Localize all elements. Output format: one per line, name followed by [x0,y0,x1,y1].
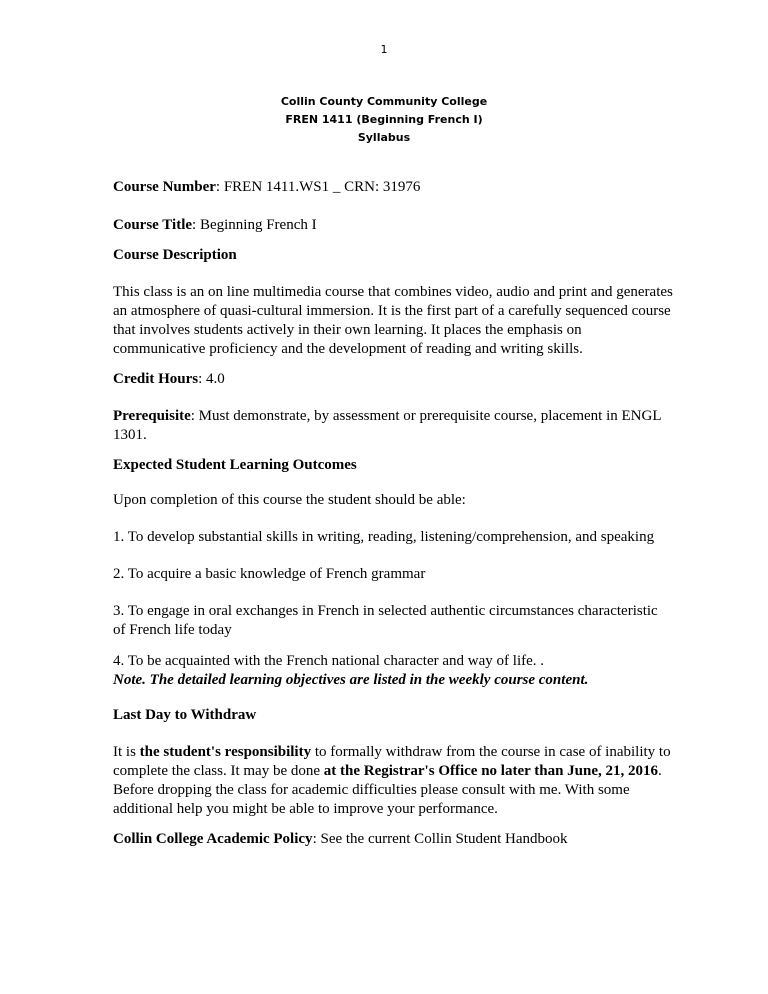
credit-hours [113,370,673,389]
responsibility-emphasis: the student's responsibility [139,744,312,760]
credit-hours-label: Credit Hours [113,371,199,387]
withdraw-text: It is the student's responsibility to formally withdraw from the course in case of inability to complete the class. It may be done at the Registrar's Office no later than June, 21, 2016. Before dropping the class for academic difficulties please consult with me. With some additional help you might be able to improve your performance. [113,744,671,817]
outcomes-intro: Upon completion of this course the student should be able: [113,492,466,508]
academic-policy [113,830,673,849]
page-number: 1 [380,43,388,56]
course-number-label: Course Number [113,179,216,195]
course-title [113,216,673,235]
course-title-value: : Beginning French I [192,217,317,233]
academic-policy-label: Collin College Academic Policy [113,831,313,847]
prerequisite [113,407,673,445]
course-description-heading: Course Description [113,247,237,263]
course-title-label: Course Title [113,217,193,233]
course-number-value: : FREN 1411.WS1 _ CRN: 31976 [215,179,421,195]
course-number [113,178,673,197]
document-type: Syllabus [357,131,411,144]
deadline-emphasis: at the Registrar's Office no later than June, 21, 2016 [323,763,659,779]
prerequisite-value: : Must demonstrate, by assessment or prerequisite course, placement in ENGL 1301. [113,408,661,443]
outcomes-note: Note. The detailed learning objectives are listed in the weekly course content. [113,672,589,688]
outcome-item: 4. To be acquainted with the French national character and way of life. . [113,653,545,669]
credit-hours-value: : 4.0 [198,371,225,387]
college-name: Collin County Community College [280,95,488,108]
prerequisite-label: Prerequisite [113,408,191,424]
document-header [0,93,768,147]
outcomes-heading: Expected Student Learning Outcomes [113,457,357,473]
outcome-item: 2. To acquire a basic knowledge of French grammar [113,566,426,582]
course-code-title: FREN 1411 (Beginning French I) [285,113,483,126]
course-description-text: This class is an on line multimedia course that combines video, audio and print and generates an atmosphere of quasi-cultural immersion. It is the first part of a carefully sequenced course that involves students actively in their own learning. It places the emphasis on communicative proficiency and the development of reading and writing skills. [113,284,673,357]
outcome-item: 3. To engage in oral exchanges in French in selected authentic circumstances characteristic of French life today [113,603,658,638]
academic-policy-value: : See the current Collin Student Handbook [312,831,568,847]
outcome-item: 1. To develop substantial skills in writing, reading, listening/comprehension, and speaking [113,529,655,545]
withdraw-heading: Last Day to Withdraw [113,707,257,723]
